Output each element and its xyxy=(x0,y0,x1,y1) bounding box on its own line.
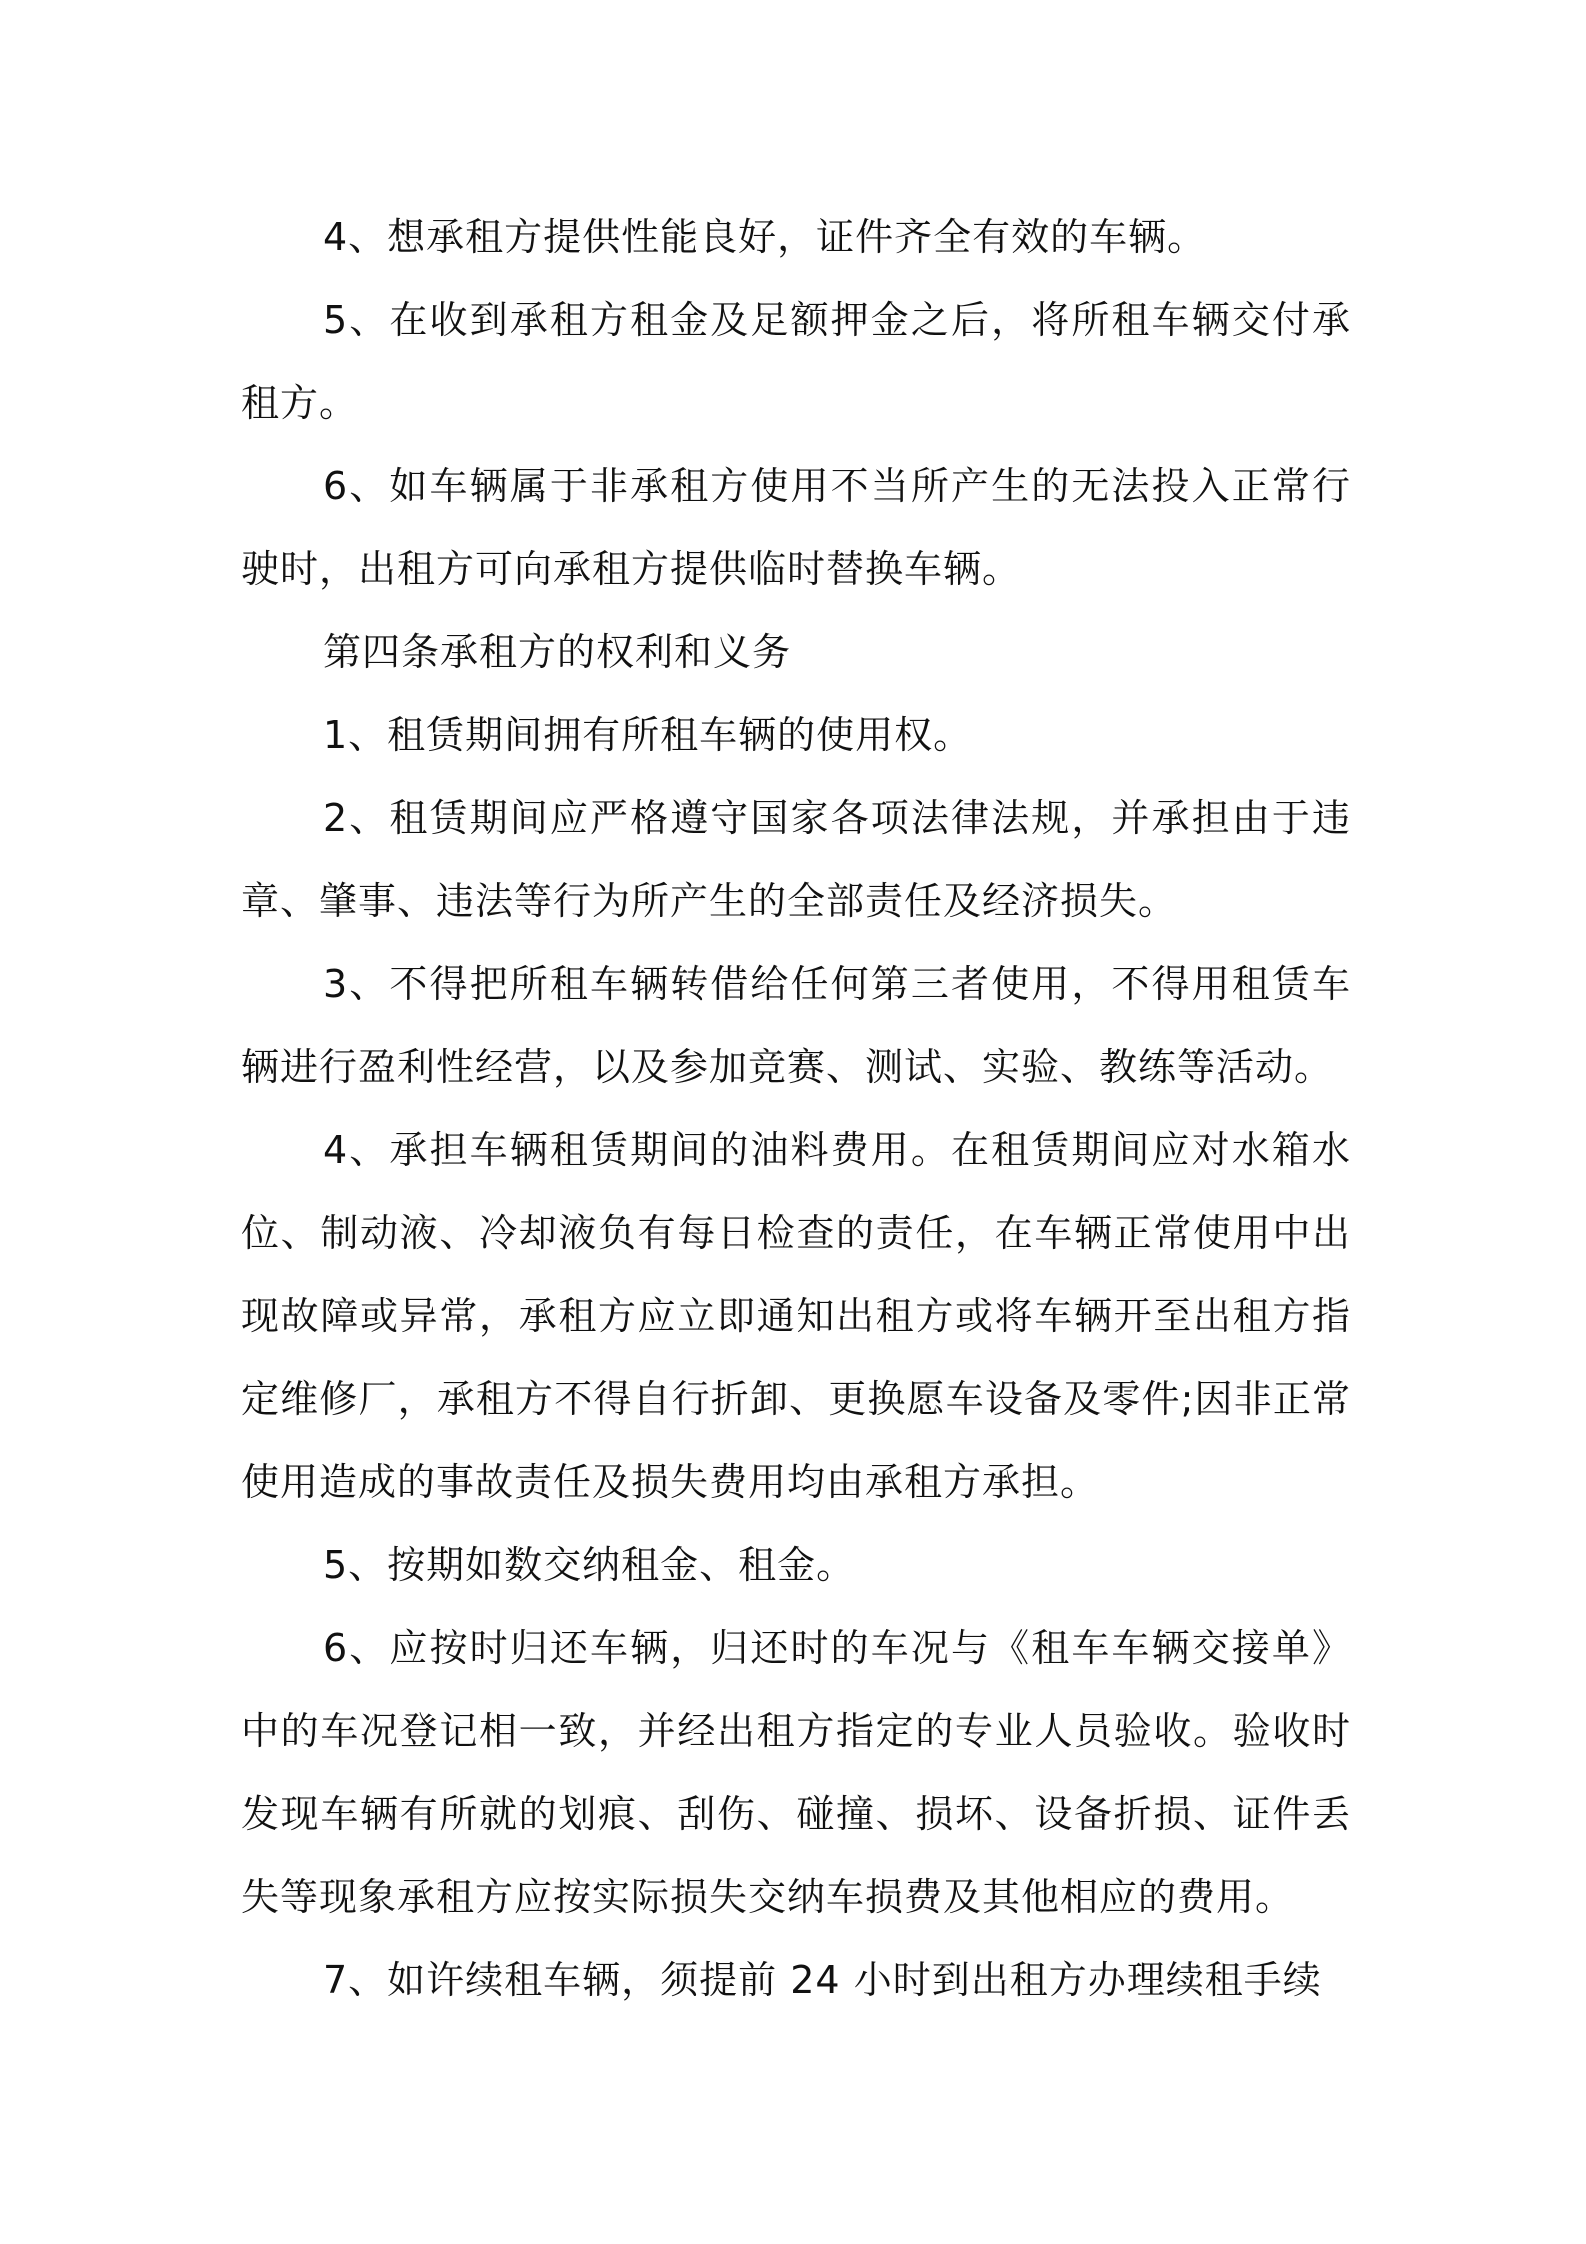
paragraph-item-2-legal-compliance: 2、租赁期间应严格遵守国家各项法律法规，并承担由于违章、肇事、违法等行为所产生的全部责任及经济损失。 xyxy=(241,796,1351,923)
paragraph-item-6-vehicle-return: 6、应按时归还车辆，归还时的车况与《租车车辆交接单》中的车况登记相一致，并经出租方指定的专业人员验收。验收时发现车辆有所就的划痕、刮伤、碰撞、损坏、设备折损、证件丢失等现象承租方应按实际损失交纳车损费及其他相应的费用。 xyxy=(241,1626,1351,1919)
paragraph-item-4-vehicle-provision: 4、想承租方提供性能良好，证件齐全有效的车辆。 xyxy=(323,215,1207,259)
paragraph-item-6-replacement-vehicle: 6、如车辆属于非承租方使用不当所产生的无法投入正常行驶时，出租方可向承租方提供临时替换车辆。 xyxy=(241,464,1351,591)
paragraph-item-1-usage-right: 1、租赁期间拥有所租车辆的使用权。 xyxy=(323,713,973,757)
paragraph-item-4-fuel-and-maintenance: 4、承担车辆租赁期间的油料费用。在租赁期间应对水箱水位、制动液、冷却液负有每日检查的责任，在车辆正常使用中出现故障或异常，承租方应立即通知出租方或将车辆开至出租方指定维修厂，承租方不得自行折卸、更换愿车设备及零件;因非正常使用造成的事故责任及损失费用均由承租方承担。 xyxy=(241,1128,1351,1504)
paragraph-item-5-vehicle-delivery: 5、在收到承租方租金及足额押金之后，将所租车辆交付承租方。 xyxy=(241,298,1351,425)
paragraph-item-5-payment: 5、按期如数交纳租金、租金。 xyxy=(323,1543,856,1587)
section-heading-article-4: 第四条承租方的权利和义务 xyxy=(323,630,792,674)
paragraph-item-7-lease-renewal: 7、如许续租车辆，须提前 24 小时到出租方办理续租手续 xyxy=(323,1958,1322,2002)
paragraph-item-3-no-sublease: 3、不得把所租车辆转借给任何第三者使用，不得用租赁车辆进行盈利性经营，以及参加竞赛、测试、实验、教练等活动。 xyxy=(241,962,1351,1089)
document-body xyxy=(241,196,1351,2022)
